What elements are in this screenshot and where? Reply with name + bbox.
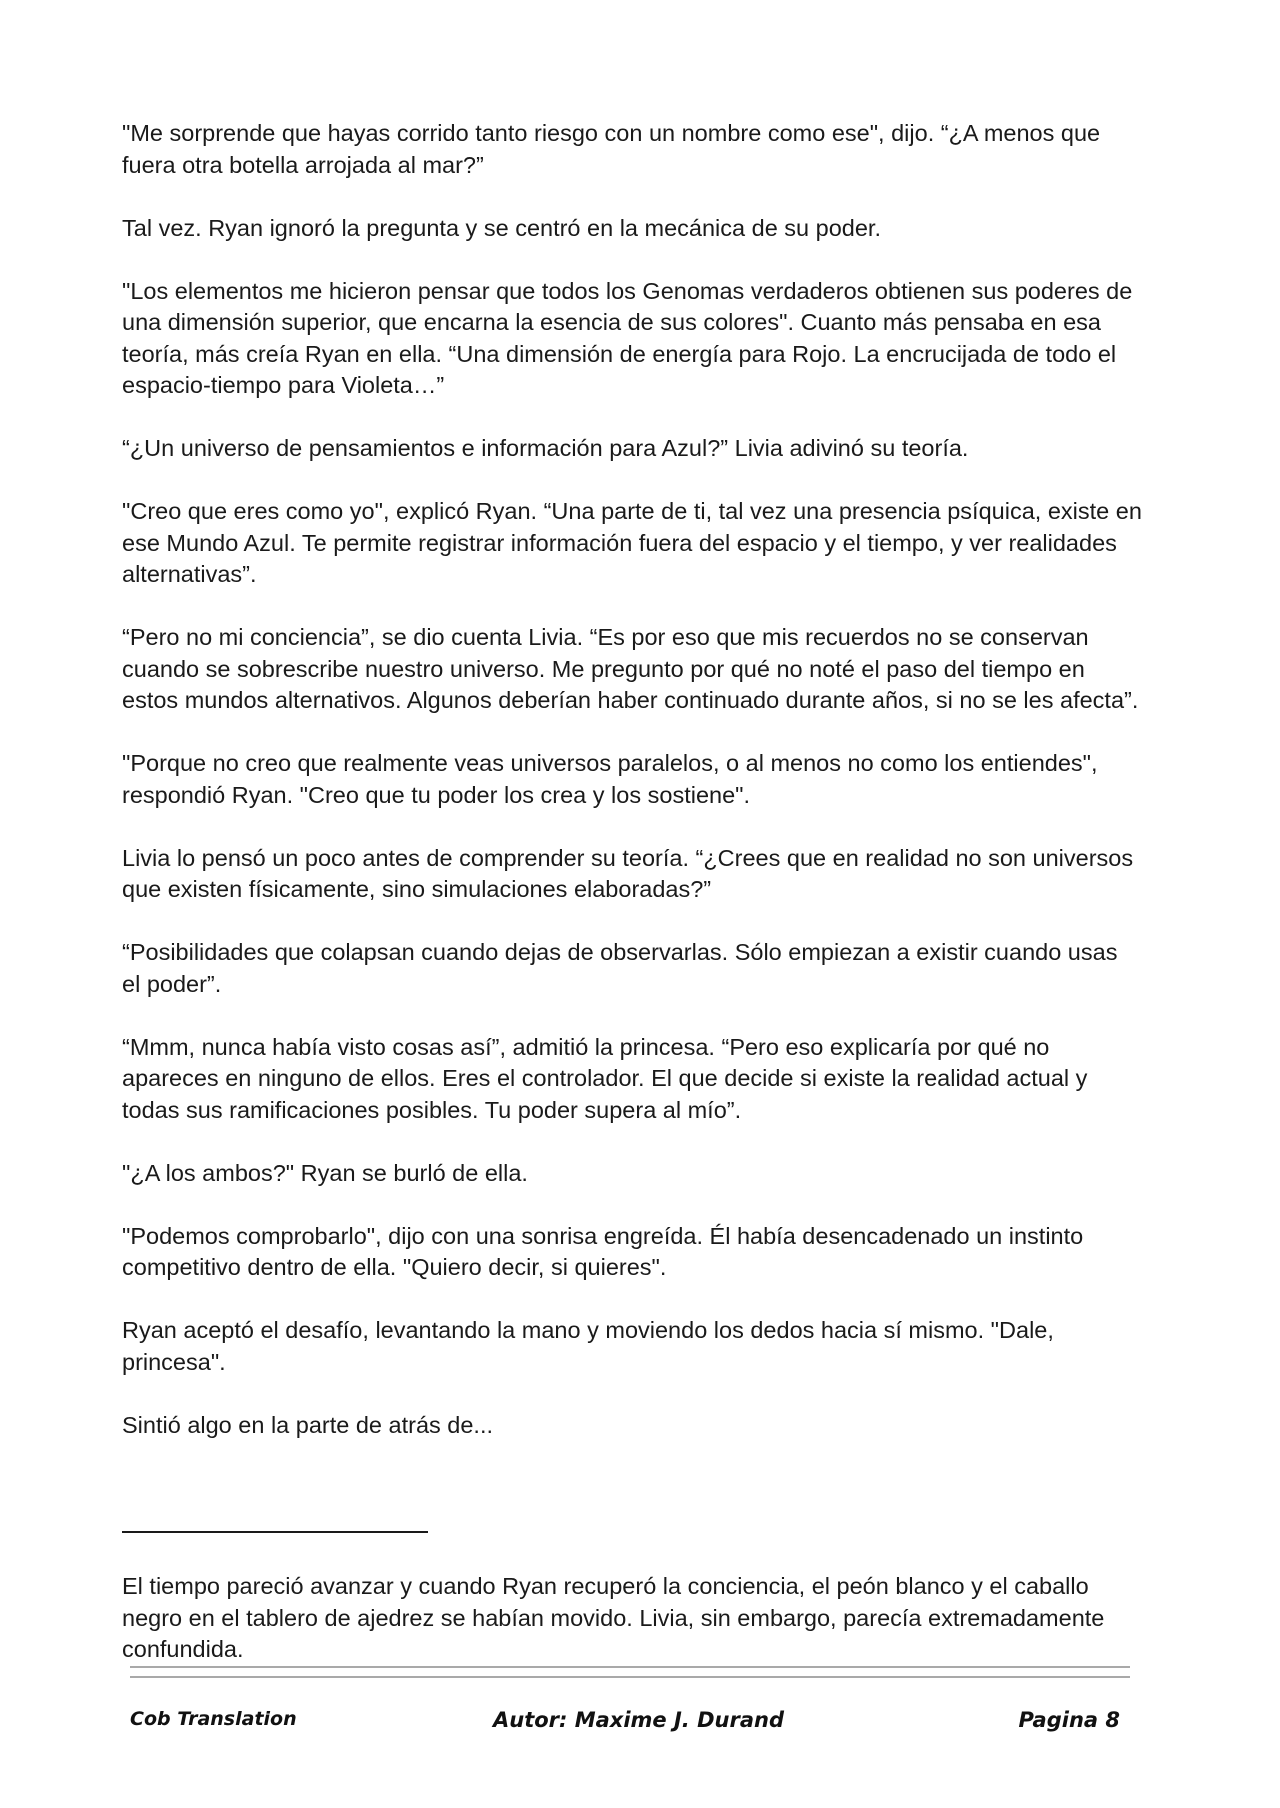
body-text xyxy=(122,118,1142,1473)
paragraph: "Podemos comprobarlo", dijo con una sonrisa engreída. Él había desencadenado un instinto competitivo dentro de ella. "Quiero decir, si quieres". xyxy=(122,1222,1084,1280)
footer-translator: Cob Translation xyxy=(130,1708,297,1730)
paragraph: Livia lo pensó un poco antes de comprender su teoría. “¿Crees que en realidad no son universos que existen físicamente, sino simulaciones elaboradas?” xyxy=(122,844,1134,902)
footer-author: Autor: Maxime J. Durand xyxy=(493,1708,784,1732)
paragraph: Sintió algo en la parte de atrás de... xyxy=(122,1411,494,1438)
paragraph: "¿A los ambos?" Ryan se burló de ella. xyxy=(122,1159,528,1186)
paragraph: “Pero no mi conciencia”, se dio cuenta Livia. “Es por eso que mis recuerdos no se conservan cuando se sobrescribe nuestro universo. Me pregunto por qué no noté el paso del tiempo en estos mundos alternativos. Algunos deberían haber continuado durante años, si no se les afecta”. xyxy=(122,624,1139,713)
footer-rule-bottom xyxy=(130,1676,1130,1678)
paragraph: "Los elementos me hicieron pensar que todos los Genomas verdaderos obtienen sus poderes de una dimensión superior, que encarna la esencia de sus colores". Cuanto más pensaba en esa teoría, más creía Ryan en ella. “Una dimensión de energía para Rojo. La encrucijada de todo el espacio-tiempo para Violeta…” xyxy=(122,277,1133,398)
paragraph: Ryan aceptó el desafío, levantando la mano y moviendo los dedos hacia sí mismo. "Dale, princesa". xyxy=(122,1317,1054,1375)
footer-page-number: Pagina 8 xyxy=(1018,1708,1120,1732)
scene-break-line xyxy=(122,1531,428,1533)
paragraph: “¿Un universo de pensamientos e información para Azul?” Livia adivinó su teoría. xyxy=(122,435,969,461)
page-footer xyxy=(130,1708,1130,1740)
paragraph: “Posibilidades que colapsan cuando dejas de observarlas. Sólo empiezan a existir cuando usas el poder”. xyxy=(122,939,1118,997)
paragraph: “Mmm, nunca había visto cosas así”, admitió la princesa. “Pero eso explicaría por qué no apareces en ninguno de ellos. Eres el controlador. El que decide si existe la realidad actual y todas sus ramificaciones posibles. Tu poder supera al mío”. xyxy=(122,1033,1088,1123)
paragraph: "Creo que eres como yo", explicó Ryan. “Una parte de ti, tal vez una presencia psíquica, existe en ese Mundo Azul. Te permite registrar información fuera del espacio y el tiempo, y ver realidades alternativas”. xyxy=(122,498,1142,587)
footer-rule-top xyxy=(130,1666,1130,1668)
paragraph: "Porque no creo que realmente veas universos paralelos, o al menos no como los entiendes", respondió Ryan. "Creo que tu poder los crea y los sostiene". xyxy=(122,750,1098,808)
paragraph: "Me sorprende que hayas corrido tanto riesgo con un nombre como ese", dijo. “¿A menos que fuera otra botella arrojada al mar?” xyxy=(122,120,1101,178)
paragraph-after-break: El tiempo pareció avanzar y cuando Ryan recuperó la conciencia, el peón blanco y el caballo negro en el tablero de ajedrez se habían movido. Livia, sin embargo, parecía extremadamente confundida. xyxy=(122,1573,1105,1662)
paragraph: Tal vez. Ryan ignoró la pregunta y se centró en la mecánica de su poder. xyxy=(122,214,881,241)
